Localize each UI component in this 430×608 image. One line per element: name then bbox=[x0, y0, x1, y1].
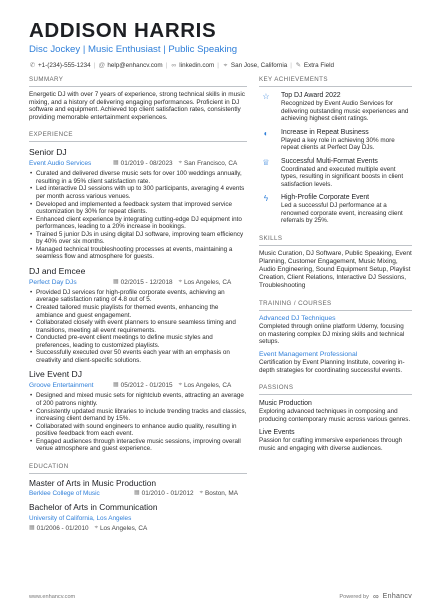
experience-item bbox=[29, 369, 247, 452]
job-dates bbox=[113, 381, 173, 390]
job-dates bbox=[113, 159, 173, 168]
location-icon: ⌖ bbox=[178, 160, 182, 167]
job-bullets bbox=[29, 289, 247, 364]
course-title: Event Management Professional bbox=[259, 350, 358, 358]
calendar-icon: ▦ bbox=[29, 524, 35, 531]
achievement-body bbox=[281, 157, 412, 189]
job-location bbox=[179, 159, 238, 168]
job-bullet: • Consistently updated music libraries to include trending tracks and classics, increasing client demand by 15%. bbox=[29, 408, 247, 423]
job-location bbox=[179, 381, 232, 390]
school-name[interactable]: University of California, Los Angeles bbox=[29, 514, 132, 522]
section-title-achievements: KEY ACHIEVEMENTS bbox=[259, 76, 412, 87]
job-location bbox=[179, 278, 232, 287]
education-dates-text: 01/2010 - 01/2012 bbox=[141, 490, 194, 498]
section-title-skills: SKILLS bbox=[259, 235, 412, 246]
section-title-training: TRAINING / COURSES bbox=[259, 300, 412, 311]
job-bullet: • Created tailored music playlists for themed events, enhancing the ambiance and guest engagement. bbox=[29, 304, 247, 319]
brand-name: Enhancv bbox=[382, 593, 412, 600]
calendar-icon: ▦ bbox=[113, 160, 119, 167]
achievement-item bbox=[259, 91, 412, 123]
course-item bbox=[259, 351, 412, 375]
job-bullet: • Developed and implemented a feedback system that improved service customization by 30% for repeat clients. bbox=[29, 201, 247, 216]
job-meta bbox=[29, 278, 247, 287]
job-bullet: • Conducted pre-event client meetings to define music styles and preferences, leading to customized playlists. bbox=[29, 334, 247, 349]
powered-by-text: Powered by bbox=[339, 593, 369, 600]
achievement-title: Increase in Repeat Business bbox=[281, 128, 369, 136]
email-icon: @ bbox=[98, 62, 106, 69]
achievement-item bbox=[259, 128, 412, 152]
education-location bbox=[200, 489, 238, 498]
achievement-body bbox=[281, 193, 412, 225]
job-bullet: • Provided DJ services for high-profile corporate events, achieving an average satisfaction rating of 4.8 out of 5. bbox=[29, 289, 247, 304]
education-location-text: Boston, MA bbox=[204, 490, 238, 498]
education-item bbox=[29, 478, 247, 499]
contact-link[interactable] bbox=[170, 61, 214, 71]
summary-text: Energetic DJ with over 7 years of experience, strong technical skills in music mixing, and a history of delivering engaging performances. Proficient in DJ software and equipment. Achieved top client satisfaction rates, consistently providing memorable entertainment experiences. bbox=[29, 91, 245, 121]
course-item bbox=[259, 315, 412, 346]
phone-icon: ✆ bbox=[29, 62, 36, 69]
education-dates bbox=[134, 489, 194, 498]
contact-separator: | bbox=[93, 62, 96, 69]
job-title: DJ and Emcee bbox=[29, 265, 86, 276]
achievement-desc: Recognized by Event Audio Services for delivering outstanding music experiences and achieving highest client ratings. bbox=[281, 100, 409, 123]
job-dates-text: 05/2012 - 01/2015 bbox=[120, 382, 173, 390]
calendar-icon: ▦ bbox=[134, 490, 140, 497]
job-location-text: Los Angeles, CA bbox=[183, 278, 232, 286]
education-meta bbox=[29, 489, 247, 498]
experience-item bbox=[29, 147, 247, 261]
experience-item bbox=[29, 266, 247, 364]
education-meta bbox=[29, 524, 247, 533]
location-icon: ⌖ bbox=[178, 278, 182, 285]
powered-by bbox=[339, 592, 412, 601]
degree-title: Bachelor of Arts in Communication bbox=[29, 502, 158, 513]
education-location bbox=[95, 524, 148, 533]
job-bullet: • Engaged audiences through interactive music sessions, improving overall venue atmosphere and guest experience. bbox=[29, 438, 247, 453]
summary-section bbox=[29, 76, 247, 121]
contact-extra bbox=[295, 61, 334, 71]
contact-phone[interactable] bbox=[29, 61, 91, 71]
achievement-desc: Played a key role in achieving 30% more repeat clients at Perfect Day DJs. bbox=[281, 136, 395, 152]
education-dates-text: 01/2006 - 01/2010 bbox=[36, 524, 89, 532]
job-bullets bbox=[29, 170, 247, 261]
contact-location bbox=[222, 61, 287, 71]
left-column bbox=[29, 76, 247, 533]
right-column bbox=[259, 76, 412, 533]
achievement-title: Successful Multi-Format Events bbox=[281, 157, 378, 165]
contact-separator: | bbox=[290, 62, 292, 69]
contact-email-text: help@enhancv.com bbox=[107, 62, 163, 69]
job-bullet: • Managed technical troubleshooting processes at events, maintaining a seamless flow and atmosphere for guests. bbox=[29, 246, 247, 261]
calendar-icon: ▦ bbox=[113, 278, 119, 285]
achievement-desc: Coordinated and executed multiple event types, resulting in significant boosts in client satisfaction levels. bbox=[281, 165, 404, 188]
job-location-text: Los Angeles, CA bbox=[183, 382, 232, 390]
achievement-desc: Led a successful DJ performance at a renowned corporate event, increasing client referrals by 25%. bbox=[281, 202, 403, 225]
job-bullet: • Successfully executed over 50 events each year with an emphasis on creativity and client-specific solutions. bbox=[29, 349, 247, 364]
job-bullets bbox=[29, 392, 247, 452]
passion-item bbox=[259, 428, 412, 452]
star-icon: ☆ bbox=[262, 92, 270, 101]
location-icon: ⌖ bbox=[94, 524, 98, 531]
section-title-experience: EXPERIENCE bbox=[29, 131, 247, 142]
job-bullet: • Collaborated closely with event planners to ensure seamless timing and transitions, meeting all event requirements. bbox=[29, 319, 247, 334]
job-bullet: • Curated and delivered diverse music sets for over 100 weddings annually, resulting in a 95% client satisfaction rate. bbox=[29, 170, 247, 185]
course-title: Advanced DJ Techniques bbox=[259, 314, 336, 322]
education-meta bbox=[29, 514, 247, 523]
school-name[interactable]: Berklee College of Music bbox=[29, 490, 100, 498]
trophy-icon: ♕ bbox=[262, 157, 270, 167]
passion-title: Live Events bbox=[259, 429, 295, 437]
extra-icon: ✎ bbox=[295, 62, 302, 69]
resume-columns bbox=[29, 76, 412, 533]
company-name[interactable]: Event Audio Services bbox=[29, 160, 92, 168]
bolt-icon: ϟ bbox=[263, 194, 269, 204]
job-bullet: • Enhanced client experience by integrating cutting-edge DJ equipment into performances, leading to a 20% increase in bookings. bbox=[29, 216, 247, 231]
achievement-item bbox=[259, 193, 412, 225]
degree-title: Master of Arts in Music Production bbox=[29, 477, 157, 488]
enhancv-logo-icon: ∞ bbox=[372, 592, 379, 601]
skills-list: Music Curation, DJ Software, Public Speaking, Event Planning, Customer Engagement, Music Mixing, Audio Engineering, Sound Equipment Setup, Playlist Creation, Client Relations, Interactive DJ Sessions, Troubleshooting bbox=[259, 250, 412, 289]
section-title-education: EDUCATION bbox=[29, 463, 247, 474]
skills-section bbox=[259, 235, 412, 290]
job-dates-text: 01/2019 - 08/2023 bbox=[120, 160, 173, 168]
job-location-text: San Francisco, CA bbox=[183, 160, 238, 168]
job-title: Senior DJ bbox=[29, 147, 67, 158]
achievement-body bbox=[281, 128, 412, 152]
location-icon: ⌖ bbox=[178, 382, 182, 389]
education-section bbox=[29, 463, 247, 533]
passion-desc: Exploring advanced techniques in composing and producing contemporary music across various genres. bbox=[259, 408, 411, 423]
footer-site-link[interactable]: www.enhancv.com bbox=[29, 593, 76, 600]
flame-icon: ◐ bbox=[263, 128, 269, 138]
candidate-name: ADDISON HARRIS bbox=[29, 19, 217, 42]
achievement-body bbox=[281, 91, 412, 123]
achievements-section bbox=[259, 76, 412, 225]
section-title-summary: SUMMARY bbox=[29, 76, 247, 87]
achievement-item bbox=[259, 157, 412, 189]
job-bullet: • Led interactive DJ sessions with up to 300 participants, averaging 4 events per month across various venues. bbox=[29, 185, 247, 200]
job-title: Live Event DJ bbox=[29, 369, 83, 380]
job-bullet: • Designed and mixed music sets for nightclub events, attracting an average of 200 patrons nightly. bbox=[29, 392, 247, 407]
passion-title: Music Production bbox=[259, 400, 312, 408]
course-desc: Completed through online platform Udemy, focusing on mastering complex DJ mixing skills and technical setups. bbox=[259, 323, 405, 346]
job-meta bbox=[29, 159, 247, 168]
job-bullet: • Trained 5 junior DJs in using digital DJ software, improving team efficiency by 40% over six months. bbox=[29, 231, 247, 246]
contact-email[interactable] bbox=[98, 61, 162, 71]
achievement-title: Top DJ Award 2022 bbox=[281, 92, 341, 99]
job-meta bbox=[29, 381, 247, 390]
contact-link-text: linkedin.com bbox=[179, 62, 215, 69]
contact-separator: | bbox=[165, 62, 168, 69]
contact-location-text: San Jose, California bbox=[230, 62, 288, 69]
education-dates bbox=[29, 524, 89, 533]
job-dates bbox=[113, 278, 173, 287]
education-location-text: Los Angeles, CA bbox=[99, 524, 148, 532]
achievement-title: High-Profile Corporate Event bbox=[281, 194, 370, 202]
passion-desc: Passion for crafting immersive experiences through music and engaging with diverse audiences. bbox=[259, 437, 403, 452]
contact-extra-text: Extra Field bbox=[303, 62, 335, 69]
experience-section bbox=[29, 131, 247, 452]
job-bullet: • Collaborated with sound engineers to enhance audio quality, resulting in positive feedback from each event. bbox=[29, 423, 247, 438]
job-dates-text: 02/2015 - 12/2018 bbox=[120, 278, 173, 286]
passions-section bbox=[259, 384, 412, 452]
location-icon: ⌖ bbox=[199, 490, 203, 497]
company-name[interactable]: Groove Entertainment bbox=[29, 382, 94, 390]
page-footer bbox=[29, 592, 412, 601]
passion-item bbox=[259, 399, 412, 423]
training-section bbox=[259, 300, 412, 375]
contact-separator: | bbox=[217, 62, 219, 69]
course-desc: Certification by Event Planning Institute, covering in-depth strategies for coordinating successful events. bbox=[259, 359, 405, 374]
candidate-headline: Disc Jockey | Music Enthusiast | Public Speaking bbox=[29, 44, 238, 55]
contact-bar bbox=[29, 61, 412, 71]
calendar-icon: ▦ bbox=[113, 382, 119, 389]
link-icon: ∞ bbox=[171, 62, 177, 69]
location-icon: ⌖ bbox=[223, 62, 228, 69]
contact-phone-text: +1-(234)-555-1234 bbox=[38, 62, 91, 69]
section-title-passions: PASSIONS bbox=[259, 384, 412, 395]
education-item bbox=[29, 502, 247, 533]
company-name[interactable]: Perfect Day DJs bbox=[29, 278, 77, 286]
